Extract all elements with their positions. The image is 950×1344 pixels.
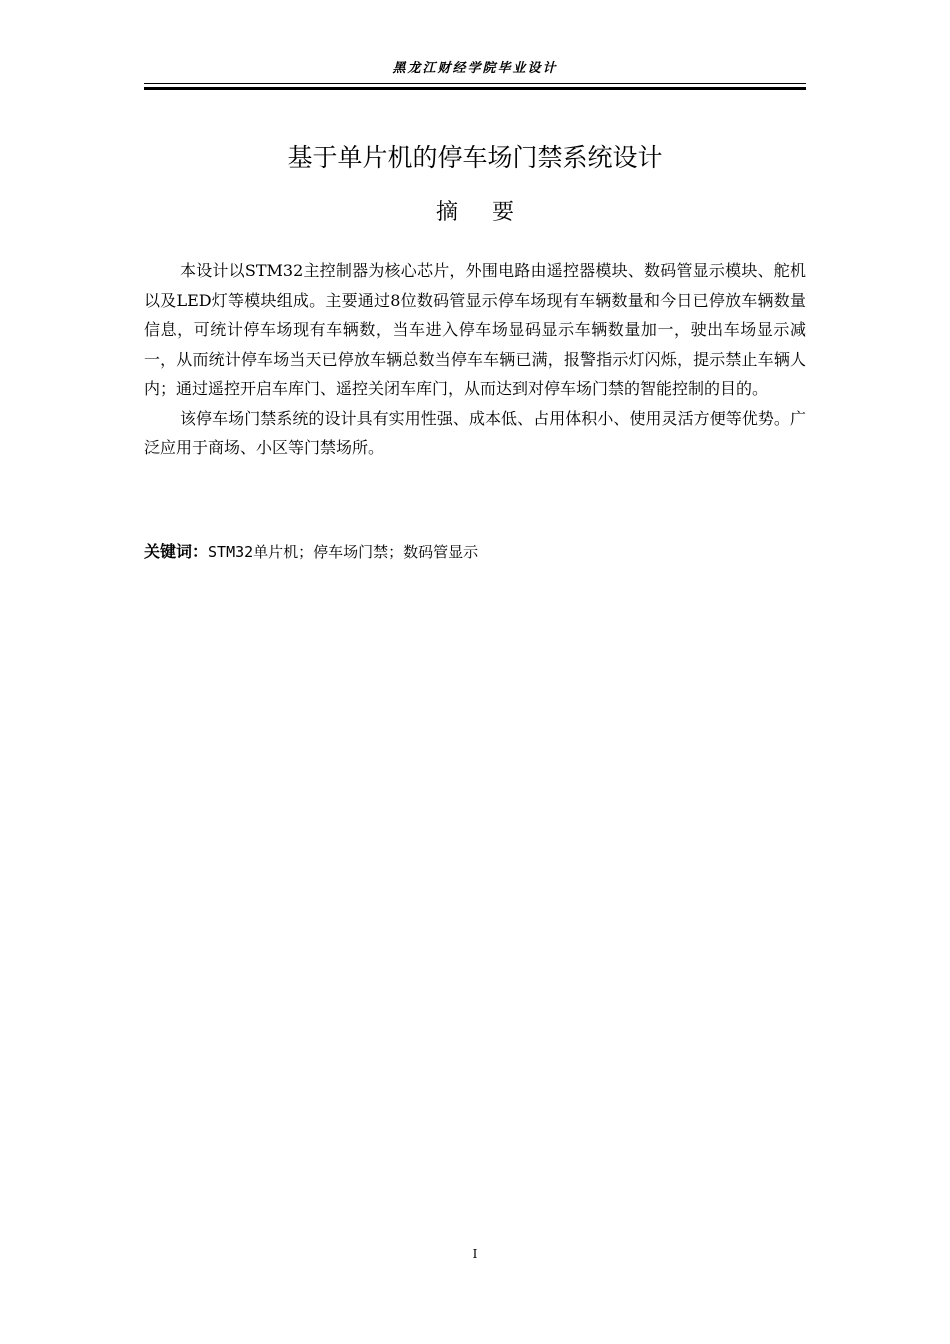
page-number: I (472, 1247, 478, 1261)
keywords-line (144, 538, 806, 566)
abstract-paragraph-1: 本设计以STM32主控制器为核心芯片，外围电路由遥控器模块、数码管显示模块、舵机以及LED灯等模块组成。主要通过8位数码管显示停车场现有车辆数量和今日已停放车辆数量信息，可统计停车场现有车辆数，当车进入停车场显码显示车辆数量加一，驶出车场显示减一，从而统计停车场当天已停放车辆总数当停车车辆已满，报警指示灯闪烁，提示禁止车辆人内；通过遥控开启车库门、遥控关闭车库门，从而达到对停车场门禁的智能控制的目的。 (144, 261, 806, 398)
abstract-heading: 摘要 (435, 200, 548, 225)
header-rule-thick (144, 87, 806, 90)
keywords-values: STM32单片机；停车场门禁；数码管显示 (208, 543, 479, 561)
document-title: 基于单片机的停车场门禁系统设计 (287, 143, 663, 172)
abstract-body (144, 256, 806, 463)
keywords-label: 关键词： (144, 542, 209, 561)
abstract-paragraph-2: 该停车场门禁系统的设计具有实用性强、成本低、占用体积小、使用灵活方便等优势。广泛应用于商场、小区等门禁场所。 (144, 408, 806, 457)
page-header-text: 黑龙江财经学院毕业设计 (392, 61, 558, 76)
header-rule-thin (144, 83, 806, 84)
